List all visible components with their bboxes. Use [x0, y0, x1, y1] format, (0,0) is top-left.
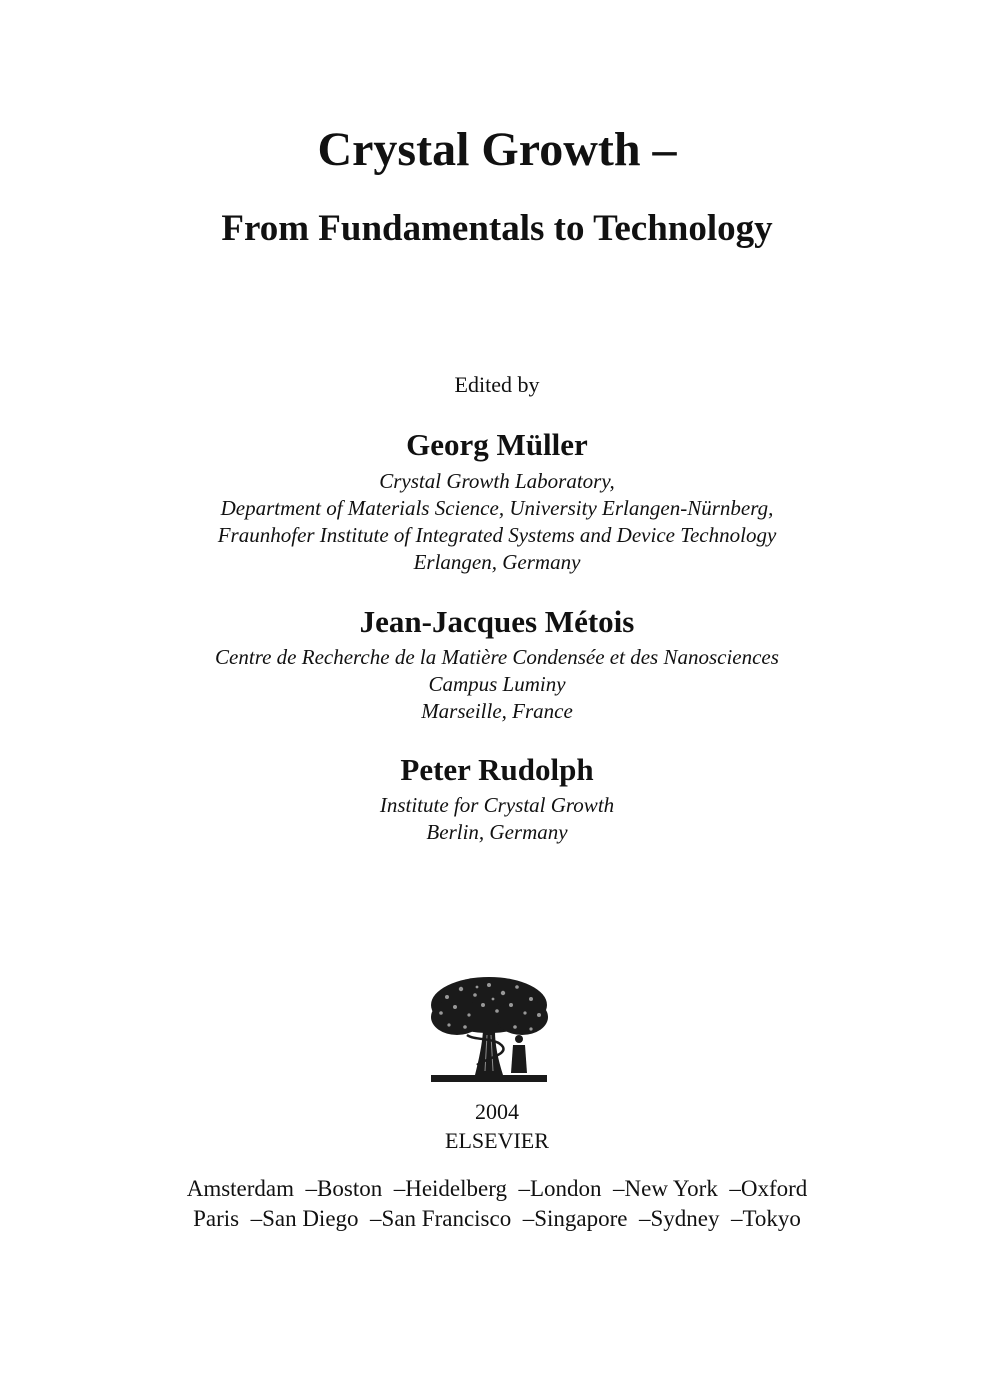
city: – London — [513, 1176, 602, 1201]
affiliation-line: Marseille, France — [421, 699, 573, 723]
affiliation-line: Crystal Growth Laboratory, — [379, 469, 615, 493]
city: Paris — [193, 1206, 240, 1231]
affiliation-line: Fraunhofer Institute of Integrated Systems and Device Technology — [217, 523, 777, 547]
book-title: Crystal Growth – — [317, 123, 677, 176]
publication-year: 2004 — [475, 1099, 519, 1124]
affiliation-line: Campus Luminy — [428, 672, 566, 696]
city: Amsterdam — [186, 1176, 295, 1201]
edited-by-label: Edited by — [454, 372, 540, 397]
editor-affiliation-metois — [0, 644, 994, 725]
city: – Sydney — [633, 1206, 719, 1231]
affiliation-line: Erlangen, Germany — [413, 550, 581, 574]
cities-row-2 — [0, 1204, 994, 1234]
affiliation-line: Berlin, Germany — [426, 820, 568, 844]
city: – Heidelberg — [388, 1176, 507, 1201]
book-subtitle: From Fundamentals to Technology — [221, 208, 773, 249]
affiliation-line: Institute for Crystal Growth — [379, 793, 615, 817]
city: – Tokyo — [725, 1206, 801, 1231]
city: – New York — [607, 1176, 718, 1201]
city: – San Francisco — [364, 1206, 511, 1231]
elsevier-tree-icon — [427, 975, 551, 1087]
editor-name-metois: Jean-Jacques Métois — [359, 604, 635, 639]
city: – Singapore — [517, 1206, 628, 1231]
affiliation-line: Centre de Recherche de la Matière Condensée et des Nanosciences — [215, 645, 779, 669]
editor-affiliation-rudolph — [0, 792, 994, 846]
editor-name-rudolph: Peter Rudolph — [400, 752, 594, 787]
city: – San Diego — [245, 1206, 359, 1231]
editor-name-muller: Georg Müller — [406, 427, 588, 462]
city: – Oxford — [724, 1176, 808, 1201]
publisher-name: ELSEVIER — [445, 1128, 549, 1153]
cities-row-1 — [0, 1174, 994, 1204]
affiliation-line: Department of Materials Science, University Erlangen-Nürnberg, — [220, 496, 774, 520]
editor-affiliation-muller — [0, 468, 994, 576]
city: – Boston — [300, 1176, 382, 1201]
